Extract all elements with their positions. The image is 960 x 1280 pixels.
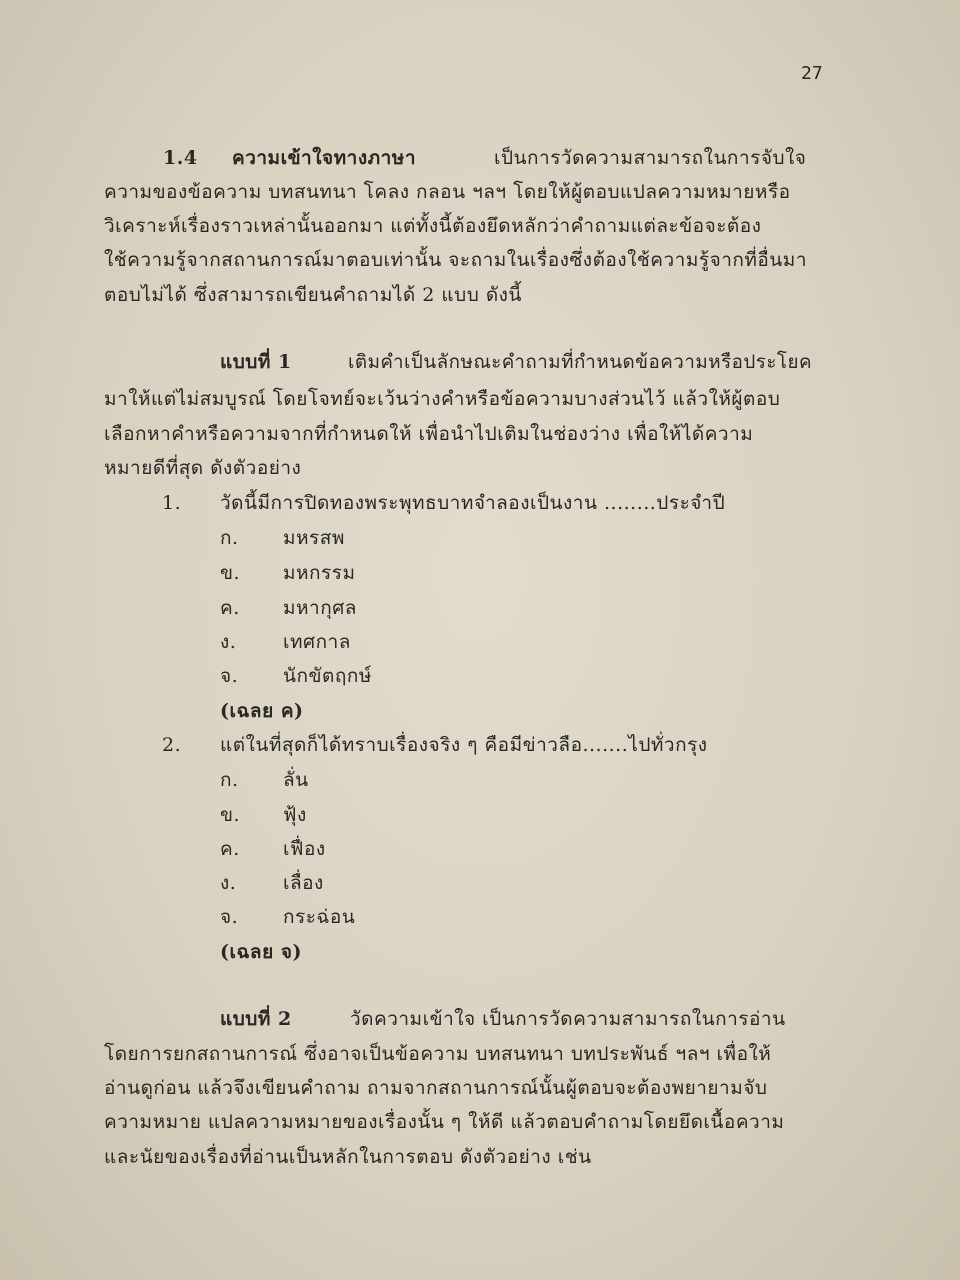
question-number: 1. [162, 492, 182, 514]
section-number: 1.4 [163, 147, 198, 169]
section-intro: เป็นการวัดความสามารถในการจับใจ [494, 147, 807, 169]
paragraph-line: ใช้ความรู้จากสถานการณ์มาตอบเท่านั้น จะถามในเรื่องซึ่งต้องใช้ความรู้จากที่อื่นมา [104, 249, 807, 271]
choice-text: นักขัตฤกษ์ [283, 665, 372, 687]
choice-letter: ค. [220, 597, 240, 619]
choice-text: มหกรรม [283, 562, 356, 584]
answer-key: (เฉลย จ) [220, 941, 302, 963]
choice-text: เฟื่อง [283, 838, 326, 860]
choice-letter: ข. [220, 562, 241, 584]
type1-intro: เติมคำเป็นลักษณะคำถามที่กำหนดข้อความหรือประโยค [348, 351, 813, 373]
page-number: 27 [801, 63, 823, 84]
question-text: วัดนี้มีการปิดทองพระพุทธบาทจำลองเป็นงาน ........ประจำปี [220, 492, 726, 514]
question-text: แต่ในที่สุดก็ได้ทราบเรื่องจริง ๆ คือมีข่าวลือ.......ไปทั่วกรุง [220, 734, 708, 756]
paragraph-line: มาให้แต่ไม่สมบูรณ์ โดยโจทย์จะเว้นว่างคำหรือข้อความบางส่วนไว้ แล้วให้ผู้ตอบ [104, 388, 781, 410]
type1-label: แบบที่ 1 [220, 351, 292, 373]
paragraph-line: อ่านดูก่อน แล้วจึงเขียนคำถาม ถามจากสถานการณ์นั้นผู้ตอบจะต้องพยายามจับ [104, 1077, 768, 1099]
paragraph-line: ตอบไม่ได้ ซึ่งสามารถเขียนคำถามได้ 2 แบบ ดังนี้ [104, 284, 522, 306]
choice-letter: ง. [220, 872, 237, 894]
type2-label: แบบที่ 2 [220, 1008, 292, 1030]
choice-text: กระฉ่อน [283, 906, 356, 928]
paragraph-line: ความของข้อความ บทสนทนา โคลง กลอน ฯลฯ โดยให้ผู้ตอบแปลความหมายหรือ [104, 181, 791, 203]
choice-text: ลั่น [283, 769, 309, 791]
paragraph-line: เลือกหาคำหรือความจากที่กำหนดให้ เพื่อนำไปเติมในช่องว่าง เพื่อให้ได้ความ [104, 423, 754, 445]
choice-text: มหรสพ [283, 527, 345, 549]
choice-letter: จ. [220, 906, 239, 928]
choice-letter: ก. [220, 769, 239, 791]
question-number: 2. [162, 734, 182, 756]
paragraph-line: วิเคราะห์เรื่องราวเหล่านั้นออกมา แต่ทั้งนี้ต้องยึดหลักว่าคำถามแต่ละข้อจะต้อง [104, 215, 762, 237]
choice-letter: ก. [220, 527, 239, 549]
choice-letter: ข. [220, 804, 241, 826]
paragraph-line: ความหมาย แปลความหมายของเรื่องนั้น ๆ ให้ดี แล้วตอบคำถามโดยยึดเนื้อความ [104, 1111, 785, 1133]
choice-text: มหากุศล [283, 597, 357, 619]
choice-text: เทศกาล [283, 631, 351, 653]
type2-intro: วัดความเข้าใจ เป็นการวัดความสามารถในการอ่าน [350, 1008, 786, 1030]
choice-letter: ง. [220, 631, 237, 653]
answer-key: (เฉลย ค) [220, 700, 304, 722]
choice-letter: ค. [220, 838, 240, 860]
section-heading: ความเข้าใจทางภาษา [232, 147, 416, 169]
paragraph-line: และนัยของเรื่องที่อ่านเป็นหลักในการตอบ ดังตัวอย่าง เช่น [104, 1146, 592, 1168]
choice-text: ฟุ้ง [283, 804, 307, 826]
choice-text: เลื่อง [283, 872, 324, 894]
choice-letter: จ. [220, 665, 239, 687]
paragraph-line: โดยการยกสถานการณ์ ซึ่งอาจเป็นข้อความ บทสนทนา บทประพันธ์ ฯลฯ เพื่อให้ [104, 1043, 772, 1065]
paragraph-line: หมายดีที่สุด ดังตัวอย่าง [104, 457, 302, 479]
